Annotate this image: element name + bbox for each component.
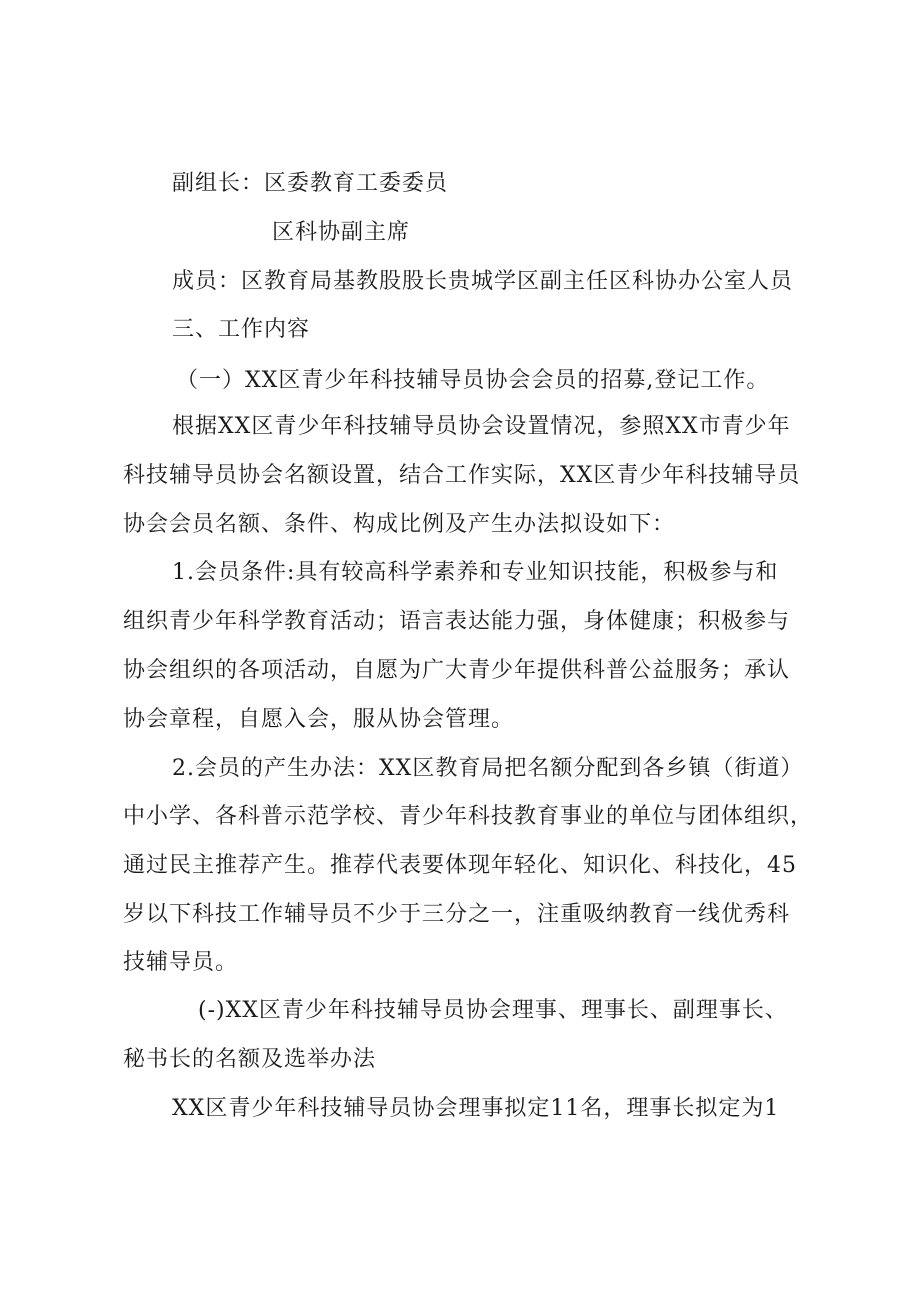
paragraph-1-line-2: 科技辅导员协会名额设置，结合工作实际，XX区青少年科技辅导员 (123, 463, 801, 488)
paragraph-1-line-3: 协会会员名额、条件、构成比例及产生办法拟设如下： (123, 512, 676, 537)
paragraph-3-line-4: 岁以下科技工作辅导员不少于三分之一，注重吸纳教育一线优秀科 (123, 902, 791, 927)
subsection-heading-2-line-1: (-)XX区青少年科技辅导员协会理事、理事长、副理事长、 (198, 998, 788, 1023)
paragraph-2-line-4: 协会章程，自愿入会，服从协会管理。 (123, 707, 515, 732)
paragraph-2-line-3: 协会组织的各项活动，自愿为广大青少年提供科普公益服务；承认 (123, 658, 791, 683)
paragraph-4-line-1: XX区青少年科技辅导员协会理事拟定11名，理事长拟定为1 (172, 1096, 780, 1121)
paragraph-3-line-2: 中小学、各科普示范学校、青少年科技教育事业的单位与团体组织， (123, 804, 814, 829)
subsection-heading-2-line-2: 秘书长的名额及选举办法 (123, 1047, 377, 1072)
paragraph-2-line-2: 组织青少年科学教育活动；语言表达能力强，身体健康；积极参与 (123, 609, 791, 634)
members-line: 成员：区教育局基教股股长贵城学区副主任区科协办公室人员 (172, 269, 794, 294)
deputy-leader-line: 副组长：区委教育工委委员 (172, 171, 449, 196)
section-heading-work-content: 三、工作内容 (172, 317, 311, 342)
paragraph-2-line-1: 1.会员条件:具有较高科学素养和专业知识技能，积极参与和 (172, 560, 779, 585)
paragraph-3-line-5: 技辅导员。 (123, 950, 239, 975)
paragraph-1-line-1: 根据XX区青少年科技辅导员协会设置情况，参照XX市青少年 (172, 414, 791, 439)
subsection-heading-1: （一）XX区青少年科技辅导员协会会员的招募,登记工作。 (176, 368, 770, 393)
paragraph-3-line-1: 2.会员的产生办法：XX区教育局把名额分配到各乡镇（街道） (172, 756, 804, 781)
deputy-leader-second-line: 区科协副主席 (272, 220, 411, 245)
paragraph-3-line-3: 通过民主推荐产生。推荐代表要体现年轻化、知识化、科技化，45 (123, 853, 797, 878)
